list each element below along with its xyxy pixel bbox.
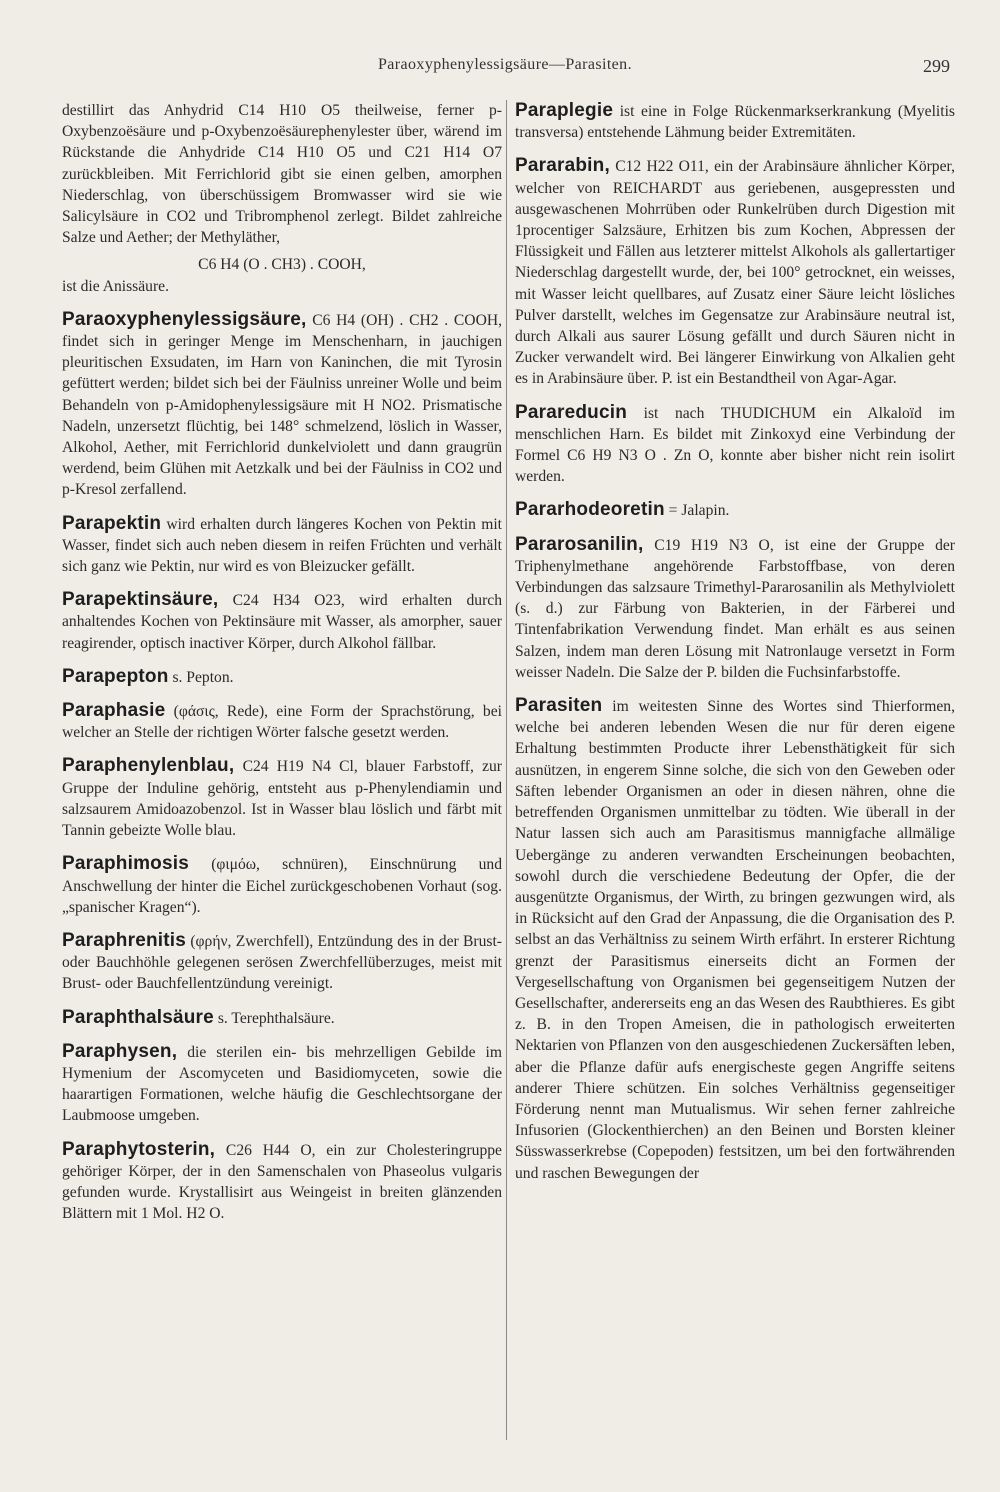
- entry-paraphenylenblau: [62, 755, 502, 841]
- entry-text: C26 H44 O, ein zur Cholesteringruppe gehöriger Körper, der in den Samenschalen von Phaseolus vulgaris gefunden wurde. Krystallisirt aus Weingeist in breiten glänzenden Blättern mit 1 Mol. H2 O.: [62, 1141, 502, 1223]
- entry-text: C19 H19 N3 O, ist eine der Gruppe der Triphenylmethane angehörende Farbstoffbase, von deren Verbindungen das salzsaure Trimethyl-Pararosanilin als Methylviolett (s. d.) zur Färbung von Bakterien, in der Färberei und Tintenfabrikation Verwendung findet. Man erhält es aus seinen Salzen, indem man deren Lösung mit Natronlauge versetzt in Form weisser Nadeln. Die Salze der P. bilden die Fuchsinfarbstoffe.: [515, 536, 955, 681]
- entry-text: (φάσις, Rede), eine Form der Sprachstörung, bei welcher an Stelle der richtigen Wörter falsche gesetzt werden.: [62, 703, 502, 742]
- headword: Paraplegie: [515, 100, 614, 121]
- entry-paraphrenitis: [62, 930, 502, 995]
- entry-text: die sterilen ein- bis mehrzelligen Gebilde im Hymenium der Ascomyceten und Basidiomyceten, sowie die haarartigen Formationen, welche häufig die Geschlechtsorgane der Laubmoose umgeben.: [62, 1043, 502, 1125]
- entry-text: im weitesten Sinne des Wortes sind Thierformen, welche bei anderen lebenden Wesen die nur für deren eigene Erhaltung bestimmten Producte ihrer Lebensthätigkeit für sich ausnützen, in engerem Sinne solche, die sich von den Geweben oder Säften lebender Organismen an oder in diesen nähren, ohne die betreffenden Organismen unmittelbar zu tödten. Wie überall in der Natur lassen sich auch am Parasitismus mannigfache allmälige Uebergänge zu anderen verwandten Erscheinungen beobachten, sowohl durch die verschiedene Bedeutung der Opfer, die der ausgenützte Organismus, der Wirth, zu bringen gezwungen wird, als in Rücksicht auf den Grad der Anpassung, die die Organisation des P. selbst an das Verhältniss zu seinem Wirth erfährt. In ersterer Richtung grenzt der Parasitismus einerseits dicht an Formen der Vergesellschaftung von Organismen bei gegenseitigem Nutzen der Gesellschafter, andererseits eng an das Wesen des Raubthieres. Es gibt z. B. in den Tropen Ameisen, die in pathologisch erweiterten Nektarien von Pflanzen von den ausgeschiedenen Zuckersäften leben, aber die Pflanze dafür aufs energischeste gegen Angriffe seitens anderer Thiere schützen. Ein solches Verhältniss gegenseitiger Förderung nennt man Mutualismus. Wir sehen ferner zahlreiche Infusorien (Glockenthierchen) an den Beinen und Borsten kleiner Süsswasserkrebse (Copepoden) festsitzen, um bei den fortwährenden und raschen Bewegungen der: [515, 698, 955, 1182]
- headword: Parapektin: [62, 512, 162, 534]
- entry-text: (φρήν, Zwerchfell), Entzündung des in der Brust- oder Bauchhöhle gelegenen serösen Zwerchfellüberzuges, meist mit Brust- oder Bauchfellentzündung vereinigt.: [62, 932, 502, 993]
- entry-parasiten: [515, 695, 955, 1184]
- page-header: [60, 56, 950, 84]
- headword: Paraphysen,: [62, 1040, 178, 1062]
- headword: Parasiten: [515, 695, 603, 717]
- continuation-end: ist die Anissäure.: [62, 277, 169, 295]
- headword: Paraoxyphenylessigsäure,: [62, 308, 307, 330]
- entry-paraphysen: [62, 1041, 502, 1127]
- headword: Pararhodeoretin: [515, 499, 665, 521]
- entry-parareducin: [515, 402, 955, 488]
- entry-pararhodeoretin: [515, 499, 955, 521]
- right-column: [515, 100, 955, 1192]
- headword: Parareducin: [515, 401, 628, 423]
- entry-text: = Jalapin.: [668, 502, 730, 520]
- entry-text: s. Pepton.: [172, 668, 234, 686]
- headword: Parapektinsäure,: [62, 589, 219, 611]
- entry-parapektin: [62, 513, 502, 578]
- entry-text: C24 H19 N4 Cl, blauer Farbstoff, zur Gruppe der Induline gehörig, entsteht aus p-Phenylendiamin und salzsaurem Amidoazobenzol. Ist in Wasser blau löslich und färbt mit Tannin gebeizte Wolle blau.: [62, 758, 502, 840]
- headword: Paraphasie: [62, 700, 166, 722]
- entry-text: C24 H34 O23, wird erhalten durch anhaltendes Kochen von Pektinsäure mit Wasser, als amorpher, sauer reagirender, optisch inactiver Körper, durch Alkohol fällbar.: [62, 592, 502, 652]
- entry-text: wird erhalten durch längeres Kochen von Pektin mit Wasser, findet sich auch neben diesem in reifen Früchten und verhält sich ganz wie Pektin, nur wird es von Bleizucker gefällt.: [62, 515, 502, 576]
- headword: Paraphytosterin,: [62, 1138, 216, 1160]
- entry-text: C6 H4 (OH) . CH2 . COOH, findet sich in geringer Menge im Menschenharn, in jauchigen pleuritischen Exsudaten, im Harn von Kaninchen, die mit Tyrosin gefüttert werden; bildet sich bei der Fäulniss unreiner Wolle und beim Behandeln von p-Amidophenylessigsäure mit H NO2. Prismatische Nadeln, unzersetzt flüchtig, bei 148° schmelzend, löslich in Wasser, Alkohol, Aether, mit Ferrichlorid dunkelviolett und dann graugrün werdend, beim Glühen mit Aetzkalk und bei der Fäulniss in CO2 und p-Kresol zerfallend.: [62, 311, 502, 499]
- headword: Parapepton: [62, 665, 169, 687]
- continuation-text: destillirt das Anhydrid C14 H10 O5 theilweise, ferner p-Oxybenzoësäure und p-Oxybenzoësäurephenylester über, wärend im Rückstande die Anhydride C14 H10 O5 und C21 H14 O7 zurückbleiben. Mit Ferrichlorid gibt sie einen gelben, amorphen Niederschlag, von überschüssigem Bromwasser wird sie wie Salicylsäure in CO2 und Tribromphenol zerlegt. Bildet zahlreiche Salze und Aether; der Methyläther,: [62, 102, 502, 247]
- entry-text: ist eine in Folge Rückenmarkserkrankung (Myelitis transversa) entstehende Lähmung beider Extremitäten.: [515, 103, 955, 142]
- headword: Paraphimosis: [62, 853, 190, 875]
- entry-pararabin: [515, 155, 955, 389]
- entry-paraphytosterin: [62, 1139, 502, 1225]
- continuation-formula: C6 H4 (O . CH3) . COOH,: [198, 256, 366, 274]
- entry-paraoxyphenylessigsaeure: [62, 309, 502, 501]
- running-head: Paraoxyphenylessigsäure—Parasiten.: [378, 56, 632, 73]
- page-number: 299: [923, 56, 950, 76]
- headword: Paraphthalsäure: [62, 1006, 214, 1028]
- entry-text: s. Terephthalsäure.: [217, 1009, 335, 1027]
- column-divider: [506, 100, 507, 1440]
- entry-paraphasie: [62, 700, 502, 743]
- headword: Pararosanilin,: [515, 533, 644, 555]
- entry-text: (φιμόω, schnüren), Einschnürung und Anschwellung der hinter die Eichel zurückgeschobenen Vorhaut (sog. „spanischer Kragen“).: [62, 856, 502, 916]
- entry-text: C12 H22 O11, ein der Arabinsäure ähnlicher Körper, welcher von REICHARDT aus geriebenen, ausgepressten und ausgewaschenen Mohrrüben oder Runkelrüben durch Digestion mit 1procentiger Salzsäure, Erhitzen bis zum Kochen, Abpressen der Flüssigkeit und Fällen aus letzterer mittelst Alkohols als gallertartiger Niederschlag dargestellt wurde, der, bei 100° getrocknet, ein weisses, mit Wasser leicht quellbares, auf Zusatz einer Säure leicht lösliches Pulver darstellt, welches im Gegensatze zur Arabinsäure neutral ist, durch Alkali aus saurer Lösung gefällt und durch Säuren nicht in Zucker verwandelt wird. Bei längerer Einwirkung von Alkalien geht es in Arabinsäure über. P. ist ein Bestandtheil von Agar-Agar.: [515, 158, 955, 388]
- entry-pararosanilin: [515, 534, 955, 683]
- headword: Pararabin,: [515, 155, 610, 177]
- entry-parapektinsaeure: [62, 589, 502, 654]
- entry-parapepton: [62, 666, 502, 688]
- entry-paraphthalsaeure: [62, 1007, 502, 1029]
- entry-paraplegie: [515, 100, 955, 143]
- left-column: [62, 100, 502, 1232]
- entry-text: ist nach THUDICHUM ein Alkaloïd im menschlichen Harn. Es bildet mit Zinkoxyd eine Verbindung der Formel C6 H9 N3 O . Zn O, konnte aber bisher nicht rein isolirt werden.: [515, 404, 955, 486]
- entry-paraphimosis: [62, 853, 502, 918]
- headword: Paraphrenitis: [62, 929, 187, 951]
- headword: Paraphenylenblau,: [62, 755, 235, 777]
